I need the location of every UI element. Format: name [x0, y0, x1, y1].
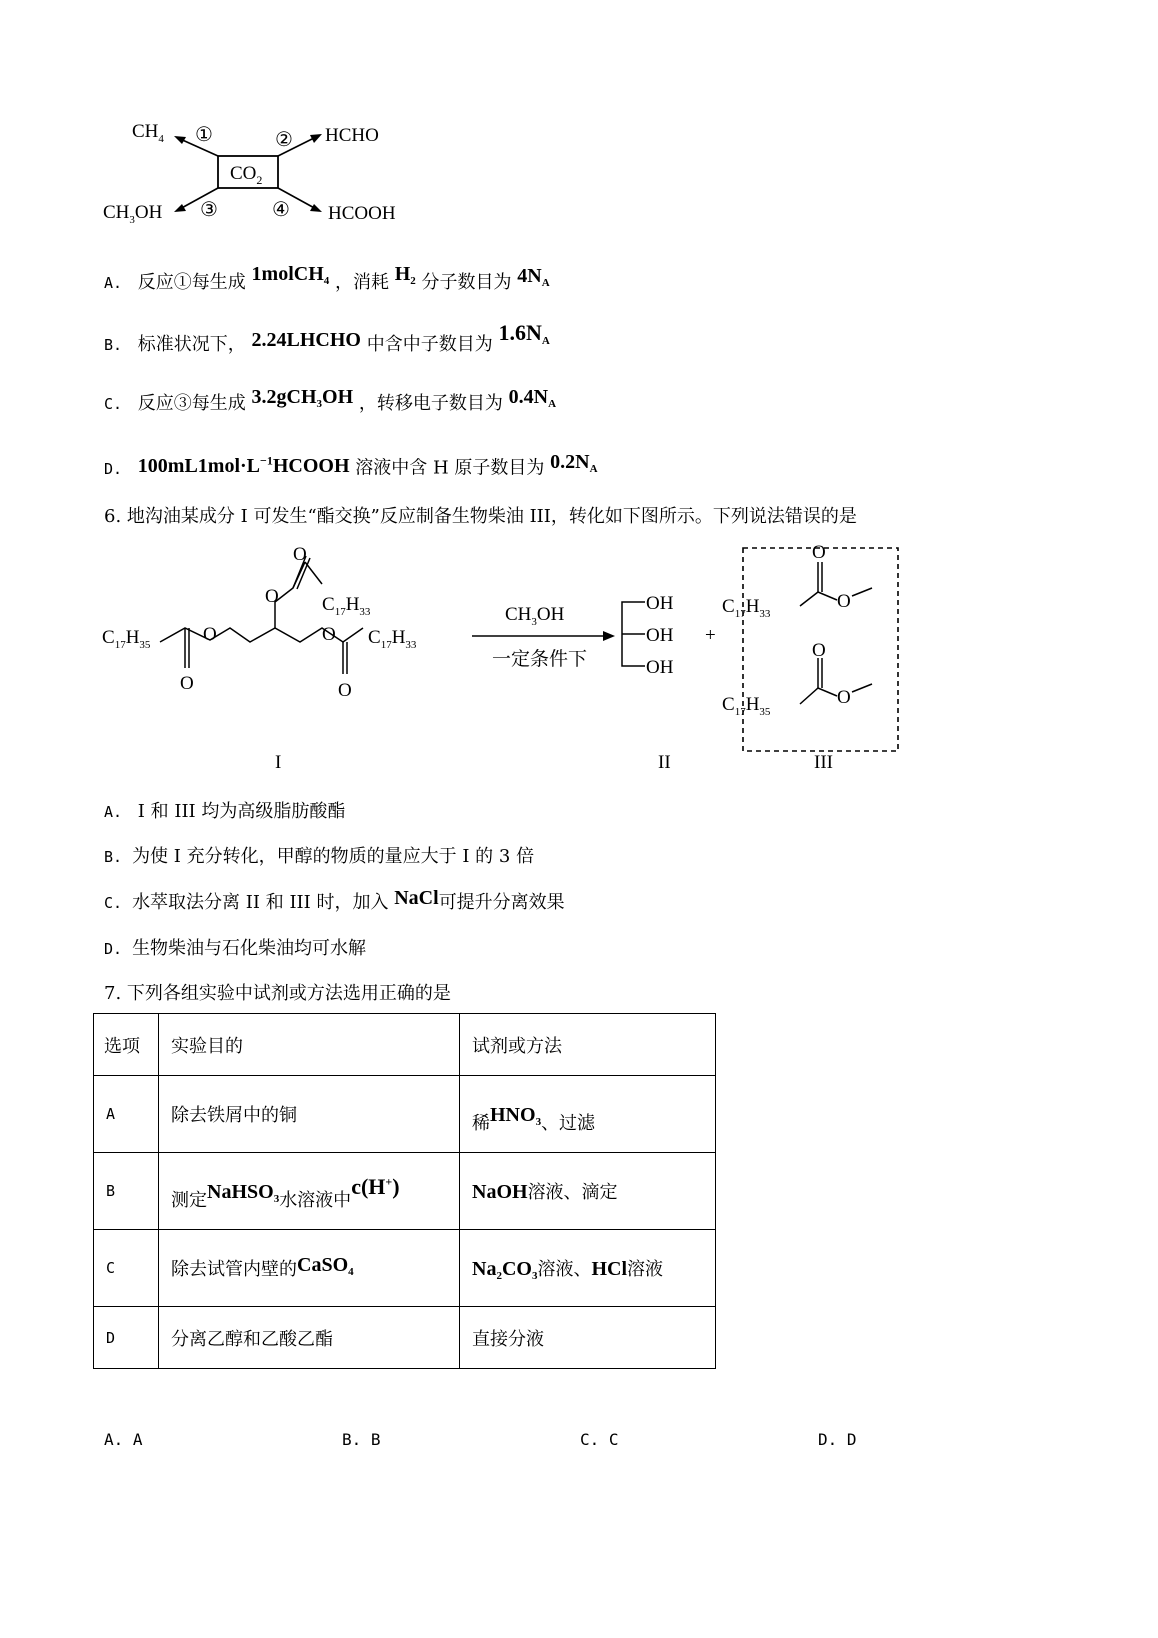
option-label: A. — [104, 803, 123, 821]
row-option: A — [94, 1076, 159, 1153]
q6-option-a[interactable] — [104, 800, 345, 824]
q6-stem: 6. 地沟油某成分 I 可发生“酯交换”反应制备生物柴油 III，转化如下图所示。下列说法错误的是 — [104, 506, 857, 527]
row-goal — [159, 1153, 460, 1230]
option-label: B. — [104, 848, 123, 866]
ester-o: O — [837, 687, 851, 708]
formula-nacl: NaCl — [394, 887, 439, 909]
header-method: 试剂或方法 — [460, 1014, 716, 1076]
carbonyl-o: O — [180, 673, 194, 694]
option-text: I 和 III 均为高级脂肪酸酯 — [132, 801, 346, 822]
step-2: ② — [275, 129, 293, 151]
goal-text: 测定 — [171, 1189, 207, 1211]
product-ch3oh: $CH_3OH$ — [103, 202, 163, 226]
header-goal: 实验目的 — [159, 1014, 460, 1076]
option-text: 可提升分离效果 — [438, 892, 565, 913]
ester-o: O — [322, 624, 336, 645]
answer-option-b[interactable]: B. B — [342, 1430, 381, 1449]
hydroxyl-oh: OH — [646, 657, 674, 678]
group-c17h33: $C_{17}H_{33}$ — [722, 596, 771, 620]
q7-table — [93, 1013, 716, 1369]
q5-option-d[interactable] — [104, 450, 598, 487]
q6-option-c[interactable] — [104, 887, 565, 915]
q6-option-d[interactable] — [104, 937, 366, 961]
option-text: 标准状况下， — [137, 334, 246, 355]
option-label: C. — [104, 395, 123, 413]
option-label: A. — [104, 274, 123, 292]
q5-option-c[interactable] — [104, 386, 557, 422]
formula-224lhcho: 2.24LHCHO — [251, 329, 361, 351]
formula-hcl: HCl — [591, 1257, 628, 1280]
option-text: 分子数目为 — [421, 272, 512, 293]
table-row — [94, 1307, 716, 1369]
answer-option-d[interactable]: D. D — [818, 1430, 857, 1449]
row-option: D — [94, 1307, 159, 1369]
ester-o: O — [837, 591, 851, 612]
hydroxyl-oh: OH — [646, 593, 674, 614]
co2-conversion-scheme — [100, 118, 430, 238]
step-4: ④ — [272, 199, 290, 221]
option-text: 中含中子数目为 — [366, 334, 493, 355]
formula-16na: $1.6N_A$ — [498, 320, 550, 347]
product-hcooh: HCOOH — [328, 203, 396, 224]
ester-o: O — [203, 624, 217, 645]
carbonyl-o: O — [812, 542, 826, 563]
option-text: ，消耗 — [334, 272, 389, 293]
formula-4na: $4N_A$ — [517, 265, 550, 289]
table-row — [94, 1153, 716, 1230]
method-text: 、过滤 — [541, 1112, 596, 1134]
group-c17h35: $C_{17}H_{35}$ — [722, 694, 771, 718]
product-ch4: $CH_4$ — [132, 121, 164, 145]
step-3: ③ — [200, 199, 218, 221]
co2-label: $CO_2$ — [230, 163, 263, 187]
option-text: 反应①每生成 — [137, 272, 246, 293]
formula-1molch4: 1molCH$_4$ — [251, 263, 330, 287]
method-text: 溶液、 — [537, 1258, 592, 1280]
option-label: D. — [104, 459, 123, 478]
formula-04na: $0.4N_A$ — [508, 386, 557, 410]
plus-sign: + — [705, 625, 716, 646]
group-c17h33: $C_{17}H_{33}$ — [368, 627, 417, 651]
answer-option-c[interactable]: C. C — [580, 1430, 619, 1449]
option-label: B. — [104, 336, 123, 354]
carbonyl-o: O — [293, 544, 307, 565]
molecule-ii — [622, 602, 645, 666]
formula-hno3: $HNO_3$ — [490, 1103, 542, 1128]
product-hcho: HCHO — [325, 125, 379, 146]
formula-hcooh-solution: $100mL1mol\cdot L^{-1}HCOOH$ — [137, 453, 350, 477]
formula-nahso3: NaHSO$_3$ — [207, 1180, 280, 1205]
row-method — [460, 1230, 716, 1307]
row-goal — [159, 1230, 460, 1307]
q5-option-a[interactable] — [104, 263, 550, 301]
reagent-ch3oh: $CH_3OH$ — [505, 604, 565, 628]
q7-stem: 7. 下列各组实验中试剂或方法选用正确的是 — [104, 983, 451, 1004]
hydroxyl-oh: OH — [646, 625, 674, 646]
condition-label: 一定条件下 — [492, 649, 588, 670]
method-text: 稀 — [472, 1112, 490, 1134]
option-text: 反应③每生成 — [137, 393, 246, 414]
molecule-iii — [800, 562, 872, 704]
label-ii: II — [658, 752, 671, 773]
molecule-i — [160, 556, 363, 674]
row-option: C — [94, 1230, 159, 1307]
method-text: 溶液 — [627, 1258, 664, 1280]
formula-naoh: NaOH — [472, 1181, 528, 1203]
transesterification-scheme — [100, 540, 920, 800]
label-i: I — [275, 752, 282, 773]
carbonyl-o: O — [812, 640, 826, 661]
q6-option-b[interactable] — [104, 845, 534, 869]
option-text: 溶液中含 H 原子数目为 — [355, 457, 545, 479]
table-header-row — [94, 1014, 716, 1076]
formula-32gch3oh: 3.2gCH$_3$OH — [251, 386, 354, 410]
header-option: 选项 — [94, 1014, 159, 1076]
option-label: C. — [104, 894, 123, 912]
group-c17h35: $C_{17}H_{35}$ — [102, 627, 151, 651]
option-text: ，转移电子数目为 — [358, 393, 503, 414]
group-c17h33: $C_{17}H_{33}$ — [322, 594, 371, 618]
formula-na2co3: $Na_2CO_3$ — [472, 1257, 538, 1282]
formula-caso4: CaSO$_4$ — [297, 1253, 354, 1278]
method-text: 溶液、滴定 — [527, 1182, 618, 1203]
row-goal: 分离乙醇和乙酸乙酯 — [159, 1307, 460, 1369]
step-1: ① — [195, 124, 213, 146]
option-text: 生物柴油与石化柴油均可水解 — [132, 938, 367, 959]
row-method: 直接分液 — [460, 1307, 716, 1369]
goal-text: 水溶液中 — [279, 1189, 352, 1211]
option-label: D. — [104, 940, 123, 958]
formula-02na: $0.2N_A$ — [550, 450, 598, 475]
row-option: B — [94, 1153, 159, 1230]
row-goal: 除去铁屑中的铜 — [159, 1076, 460, 1153]
label-iii: III — [814, 752, 833, 773]
formula-c-h-plus: c(H+) — [351, 1173, 400, 1199]
table-row — [94, 1076, 716, 1153]
answer-option-a[interactable]: A. A — [104, 1430, 143, 1449]
ester-o: O — [265, 586, 279, 607]
option-text: 水萃取法分离 II 和 III 时，加入 — [132, 892, 389, 913]
table-row — [94, 1230, 716, 1307]
option-text: 为使 I 充分转化，甲醇的物质的量应大于 I 的 3 倍 — [132, 846, 535, 867]
q5-option-b[interactable] — [104, 320, 550, 363]
goal-text: 除去试管内壁的 — [171, 1258, 297, 1280]
row-method — [460, 1153, 716, 1230]
carbonyl-o: O — [338, 680, 352, 701]
formula-h2: $H_2$ — [394, 263, 416, 287]
row-method — [460, 1076, 716, 1153]
